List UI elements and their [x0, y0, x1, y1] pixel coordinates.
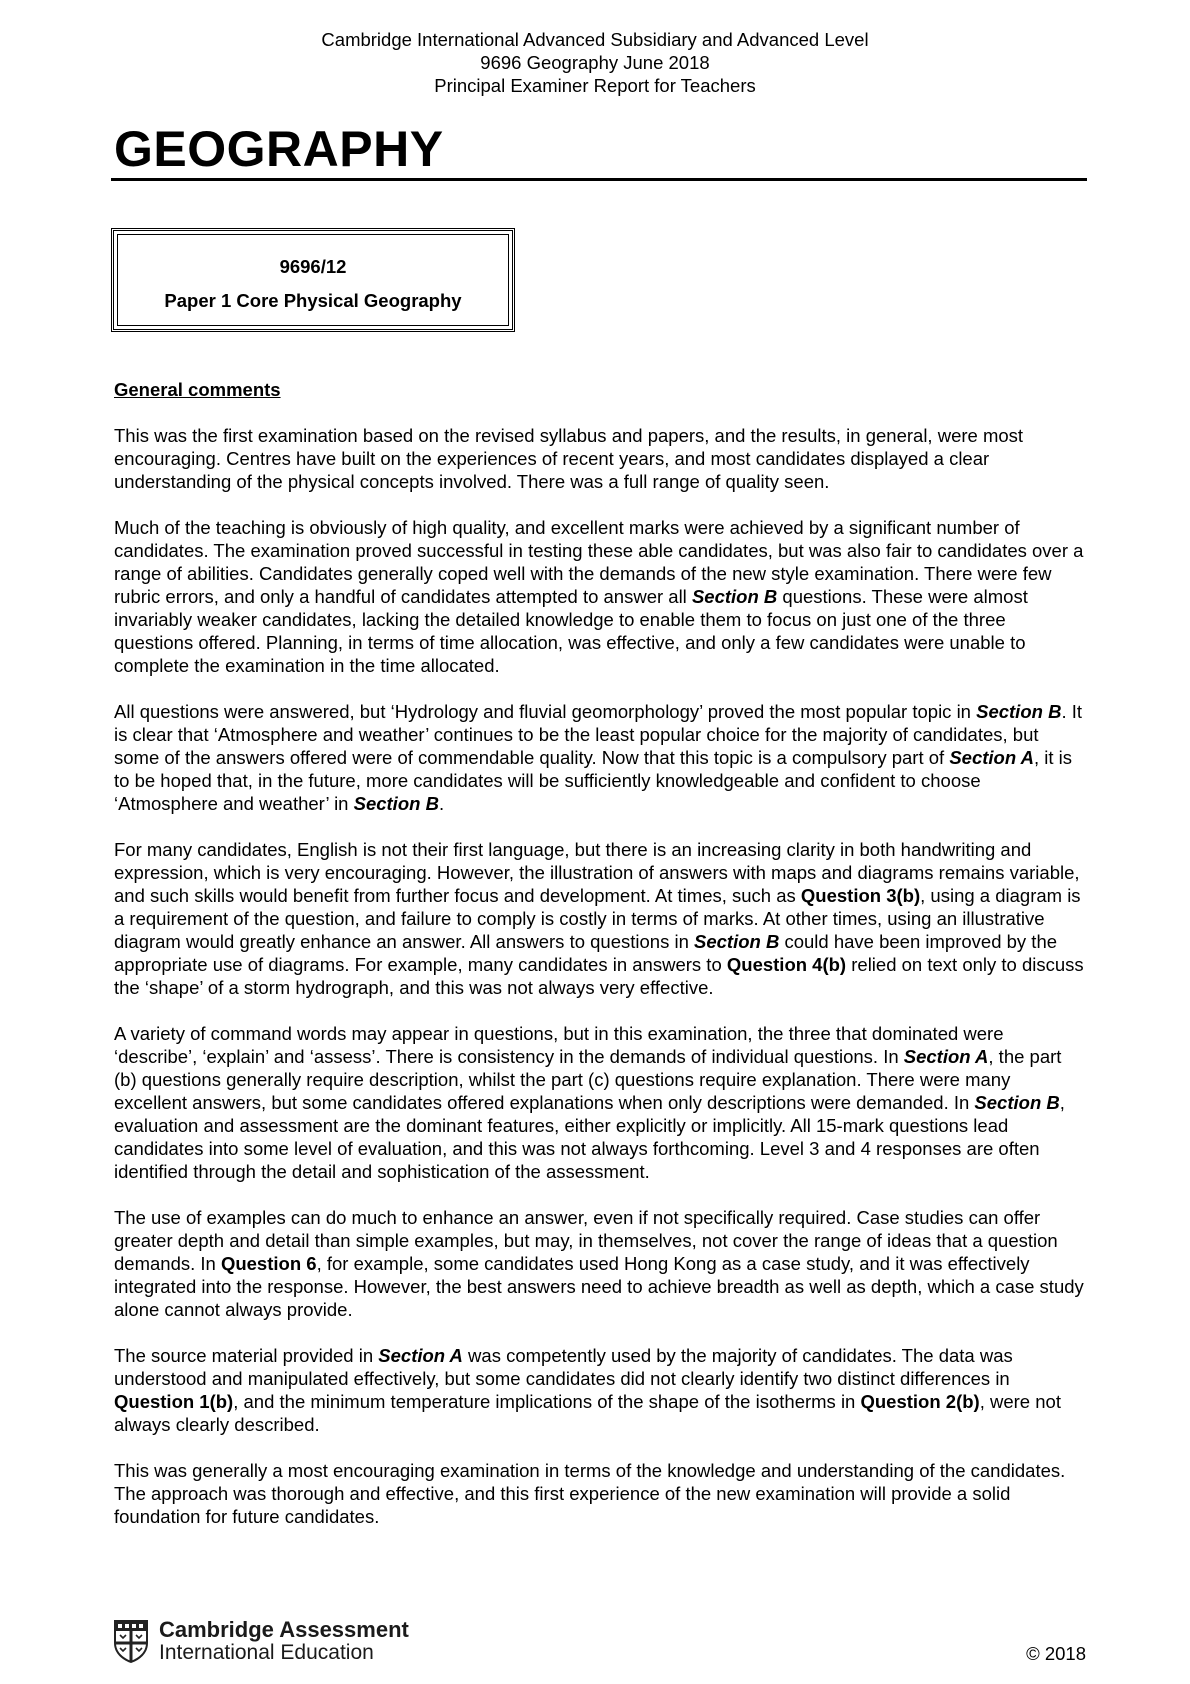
subject-title: GEOGRAPHY: [114, 121, 444, 177]
paragraph-text: could have been improved by the appropriate use of diagrams. For example, many candidates in answers to: [114, 931, 1058, 975]
header-syllabus: 9696 Geography June 2018: [480, 52, 710, 73]
section-heading: General comments: [114, 379, 281, 400]
emphasis-text: Section B: [691, 586, 778, 607]
emphasis-text: Section B: [976, 701, 1062, 722]
logo-line-1: Cambridge Assessment: [159, 1617, 409, 1642]
emphasis-text: Question 1(b): [114, 1391, 234, 1412]
emphasis-text: Question 2(b): [860, 1391, 980, 1412]
paragraph-text: The source material provided in: [114, 1345, 379, 1366]
emphasis-text: Section A: [903, 1046, 989, 1067]
paper-code: 9696/12: [279, 256, 347, 277]
paragraph-text: , it is to be hoped that, in the future, more candidates will be sufficiently knowledgeable and confident to choose ‘Atmosphere and weather’ in: [114, 747, 1072, 814]
paragraph-text: Much of the teaching is obviously of high quality, and excellent marks were achieved by a significant number of candidates. The examination proved successful in testing these able candidates, but was also fair to candidates over a range of abilities. Candidates generally coped well with the demands of the new style examination. There were few rubric errors, and only a handful of candidates attempted to answer all: [114, 517, 1084, 607]
emphasis-text: Section B: [353, 793, 439, 814]
comment-paragraph: [114, 1344, 1086, 1436]
cambridge-logo: [113, 1617, 409, 1665]
comment-paragraph: [114, 700, 1086, 815]
copyright-notice: © 2018: [1026, 1643, 1086, 1664]
header-qualification: Cambridge International Advanced Subsidiary and Advanced Level: [321, 29, 869, 50]
cambridge-shield-icon: [113, 1619, 149, 1663]
paragraph-text: For many candidates, English is not their first language, but there is an increasing clarity in both handwriting and expression, which is very encouraging. However, the illustration of answers with maps and diagrams remains variable, and such skills would benefit from further focus and development. At times, such as: [114, 839, 1080, 906]
emphasis-text: Question 4(b): [726, 954, 847, 975]
paragraph-text: A variety of command words may appear in questions, but in this examination, the three that dominated were ‘describe’, ‘explain’ and ‘assess’. There is consistency in the demands of individual questions. In: [114, 1023, 1004, 1067]
title-divider: [111, 178, 1087, 181]
comment-paragraph: [114, 1022, 1086, 1183]
comment-paragraphs: [114, 424, 1086, 1528]
paragraph-text: , evaluation and assessment are the dominant features, either explicitly or implicitly. All 15-mark questions lead candidates into some level of evaluation, and this was not always forthcoming. Level 3 and 4 responses are often identified through the detail and sophistication of the assessment.: [114, 1092, 1065, 1182]
comment-paragraph: [114, 838, 1086, 999]
emphasis-text: Section A: [378, 1345, 463, 1366]
paragraph-text: questions. These were almost invariably weaker candidates, lacking the detailed knowledge to enable them to focus on just one of the three questions offered. Planning, in terms of time allocation, was effective, and only a few candidates were unable to complete the examination in the time allocated.: [114, 586, 1028, 676]
paragraph-text: All questions were answered, but ‘Hydrology and fluvial geomorphology’ proved the most popular topic in: [114, 701, 977, 722]
paragraph-text: , were not always clearly described.: [114, 1391, 1061, 1435]
emphasis-text: Question 6: [220, 1253, 317, 1274]
emphasis-text: Question 3(b): [800, 885, 921, 906]
paragraph-text: relied on text only to discuss the ‘shape’ of a storm hydrograph, and this was not always very effective.: [114, 954, 1084, 998]
paragraph-text: This was generally a most encouraging examination in terms of the knowledge and understanding of the candidates. The approach was thorough and effective, and this first experience of the new examination will provide a solid foundation for future candidates.: [114, 1460, 1066, 1527]
paragraph-text: .: [438, 793, 445, 814]
paper-name: Paper 1 Core Physical Geography: [164, 290, 462, 311]
paragraph-text: , and the minimum temperature implications of the shape of the isotherms in: [233, 1391, 861, 1412]
paragraph-text: The use of examples can do much to enhance an answer, even if not specifically required. Case studies can offer greater depth and detail than simple examples, but may, in themselves, not cover the range of ideas that a question demands. In: [114, 1207, 1058, 1274]
logo-line-2: International Education: [159, 1641, 374, 1664]
emphasis-text: Section B: [694, 931, 780, 952]
paragraph-text: . It is clear that ‘Atmosphere and weather’ continues to be the least popular choice for the majority of candidates, but some of the answers offered were of commendable quality. Now that this topic is a compulsory part of: [114, 701, 1082, 768]
comment-paragraph: [114, 516, 1086, 677]
header-report-type: Principal Examiner Report for Teachers: [434, 75, 756, 96]
emphasis-text: Section A: [949, 747, 1034, 768]
paragraph-text: , for example, some candidates used Hong Kong as a case study, and it was effectively integrated into the response. However, the best answers need to achieve breadth as well as depth, which a case study alone cannot always provide.: [114, 1253, 1084, 1320]
report-header: [0, 28, 1190, 97]
emphasis-text: Section B: [974, 1092, 1060, 1113]
paragraph-text: was competently used by the majority of candidates. The data was understood and manipulated effectively, but some candidates did not clearly identify two distinct differences in: [114, 1345, 1013, 1389]
paper-info-box: [111, 228, 515, 332]
paragraph-text: , the part (b) questions generally require description, whilst the part (c) questions require explanation. There were many excellent answers, but some candidates offered explanations when only descriptions were demanded. In: [114, 1046, 1062, 1113]
paragraph-text: This was the first examination based on the revised syllabus and papers, and the results, in general, were most encouraging. Centres have built on the experiences of recent years, and most candidates displayed a clear understanding of the physical concepts involved. There was a full range of quality seen.: [114, 425, 1024, 492]
paragraph-text: , using a diagram is a requirement of the question, and failure to comply is costly in terms of marks. At other times, using an illustrative diagram would greatly enhance an answer. All answers to questions in: [114, 885, 1081, 952]
report-body: [114, 378, 1086, 1551]
comment-paragraph: [114, 1206, 1086, 1321]
comment-paragraph: [114, 1459, 1086, 1528]
comment-paragraph: [114, 424, 1086, 493]
